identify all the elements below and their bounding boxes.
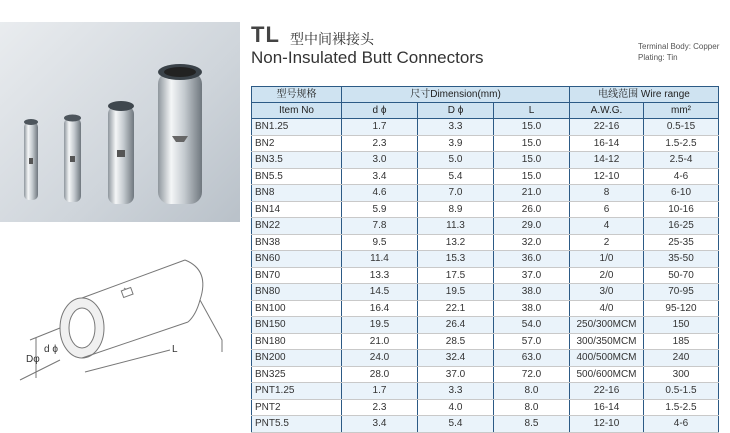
table-cell: 4-6: [644, 168, 719, 185]
table-cell: 185: [644, 333, 719, 350]
table-cell: 63.0: [494, 350, 570, 367]
table-row: [252, 201, 719, 218]
table-cell: 35-50: [644, 251, 719, 268]
table-cell: 2/0: [570, 267, 644, 284]
table-row: [252, 185, 719, 202]
table-cell: 0.5-15: [644, 119, 719, 136]
table-cell: 3.0: [342, 152, 418, 169]
table-cell: 21.0: [342, 333, 418, 350]
table-cell: 5.4: [418, 168, 494, 185]
table-cell: 15.0: [494, 152, 570, 169]
table-cell: BN100: [252, 300, 342, 317]
table-cell: 12-10: [570, 416, 644, 433]
table-cell: 17.5: [418, 267, 494, 284]
table-row: [252, 416, 719, 433]
label-D-phi: Dφ: [26, 354, 40, 365]
table-cell: 1.7: [342, 119, 418, 136]
col-d: d ϕ: [342, 103, 418, 119]
table-cell: 28.0: [342, 366, 418, 383]
table-cell: BN3.5: [252, 152, 342, 169]
table-row: [252, 366, 719, 383]
connector-large: [158, 64, 202, 204]
table-cell: 5.0: [418, 152, 494, 169]
table-cell: 250/300MCM: [570, 317, 644, 334]
table-row: [252, 350, 719, 367]
table-cell: BN325: [252, 366, 342, 383]
table-cell: 3.9: [418, 135, 494, 152]
table-cell: 22-16: [570, 119, 644, 136]
table-cell: 150: [644, 317, 719, 334]
connector-medium-small: [64, 115, 81, 203]
table-cell: 2.3: [342, 135, 418, 152]
table-cell: 4-6: [644, 416, 719, 433]
table-cell: BN80: [252, 284, 342, 301]
table-cell: 3.4: [342, 416, 418, 433]
spec-body: Terminal Body: Copper: [638, 42, 720, 51]
table-cell: 1/0: [570, 251, 644, 268]
label-d-phi: d ϕ: [44, 344, 58, 355]
table-row: [252, 267, 719, 284]
table-cell: 13.2: [418, 234, 494, 251]
table-cell: BN14: [252, 201, 342, 218]
table-cell: PNT2: [252, 399, 342, 416]
table-cell: 29.0: [494, 218, 570, 235]
table-cell: 8: [570, 185, 644, 202]
table-cell: 2.3: [342, 399, 418, 416]
table-row: [252, 218, 719, 235]
table-cell: BN1.25: [252, 119, 342, 136]
table-cell: 19.5: [342, 317, 418, 334]
table-cell: 57.0: [494, 333, 570, 350]
table-cell: 7.8: [342, 218, 418, 235]
table-cell: 26.0: [494, 201, 570, 218]
table-cell: 72.0: [494, 366, 570, 383]
table-cell: 25-35: [644, 234, 719, 251]
table-row: [252, 168, 719, 185]
table-row: [252, 135, 719, 152]
table-cell: 37.0: [494, 267, 570, 284]
table-cell: 13.3: [342, 267, 418, 284]
table-cell: 54.0: [494, 317, 570, 334]
table-cell: 4.0: [418, 399, 494, 416]
table-cell: 14.5: [342, 284, 418, 301]
table-cell: 4.6: [342, 185, 418, 202]
table-cell: 1.5-2.5: [644, 135, 719, 152]
head-item-en: Item No: [252, 103, 342, 119]
connector-medium: [108, 101, 134, 204]
table-cell: 400/500MCM: [570, 350, 644, 367]
table-cell: BN150: [252, 317, 342, 334]
dimension-drawing: [0, 240, 240, 419]
head-item-cn: 型号规格: [252, 87, 342, 103]
table-cell: 19.5: [418, 284, 494, 301]
table-cell: 240: [644, 350, 719, 367]
table-cell: 15.3: [418, 251, 494, 268]
table-cell: 11.3: [418, 218, 494, 235]
table-cell: 21.0: [494, 185, 570, 202]
head-dimension: 尺寸Dimension(mm): [342, 87, 570, 103]
table-cell: 3.3: [418, 383, 494, 400]
table-cell: BN22: [252, 218, 342, 235]
col-L: L: [494, 103, 570, 119]
table-cell: 3/0: [570, 284, 644, 301]
title-chinese: 型中间裸接头: [290, 31, 374, 47]
table-row: [252, 399, 719, 416]
series-code: TL: [251, 22, 280, 47]
table-cell: 70-95: [644, 284, 719, 301]
col-D: D ϕ: [418, 103, 494, 119]
table-cell: 8.5: [494, 416, 570, 433]
table-cell: PNT1.25: [252, 383, 342, 400]
table-cell: BN8: [252, 185, 342, 202]
table-cell: 15.0: [494, 119, 570, 136]
table-cell: PNT5.5: [252, 416, 342, 433]
table-cell: BN5.5: [252, 168, 342, 185]
page-title: Non-Insulated Butt Connectors: [251, 48, 484, 67]
table-cell: 8.9: [418, 201, 494, 218]
table-cell: 12-10: [570, 168, 644, 185]
table-cell: 1.5-2.5: [644, 399, 719, 416]
spec-table: [251, 86, 719, 433]
table-cell: 3.4: [342, 168, 418, 185]
table-cell: 5.4: [418, 416, 494, 433]
table-cell: 4: [570, 218, 644, 235]
table-row: [252, 234, 719, 251]
table-cell: 95-120: [644, 300, 719, 317]
table-cell: 3.3: [418, 119, 494, 136]
table-cell: 15.0: [494, 135, 570, 152]
table-cell: 38.0: [494, 300, 570, 317]
connector-small: [24, 119, 38, 200]
table-cell: 16-25: [644, 218, 719, 235]
table-cell: 7.0: [418, 185, 494, 202]
table-cell: BN60: [252, 251, 342, 268]
table-cell: 300/350MCM: [570, 333, 644, 350]
table-row: [252, 251, 719, 268]
table-cell: 14-12: [570, 152, 644, 169]
table-cell: 6: [570, 201, 644, 218]
table-cell: 36.0: [494, 251, 570, 268]
table-cell: 22-16: [570, 383, 644, 400]
table-cell: 16.4: [342, 300, 418, 317]
table-cell: 2.5-4: [644, 152, 719, 169]
table-cell: 5.9: [342, 201, 418, 218]
table-row: [252, 383, 719, 400]
table-row: [252, 300, 719, 317]
col-awg: A.W.G.: [570, 103, 644, 119]
table-cell: 37.0: [418, 366, 494, 383]
table-cell: 2: [570, 234, 644, 251]
table-cell: 50-70: [644, 267, 719, 284]
table-cell: 6-10: [644, 185, 719, 202]
table-cell: BN70: [252, 267, 342, 284]
table-cell: 22.1: [418, 300, 494, 317]
table-row: [252, 119, 719, 136]
table-cell: 28.5: [418, 333, 494, 350]
table-cell: 10-16: [644, 201, 719, 218]
table-cell: BN2: [252, 135, 342, 152]
table-row: [252, 284, 719, 301]
table-cell: 9.5: [342, 234, 418, 251]
table-cell: BN200: [252, 350, 342, 367]
table-cell: 32.0: [494, 234, 570, 251]
table-cell: 300: [644, 366, 719, 383]
table-cell: 1.7: [342, 383, 418, 400]
product-photo: [0, 22, 240, 222]
head-wire-range: 电线范围 Wire range: [570, 87, 719, 103]
table-cell: 15.0: [494, 168, 570, 185]
table-cell: 11.4: [342, 251, 418, 268]
table-cell: 8.0: [494, 399, 570, 416]
table-cell: BN38: [252, 234, 342, 251]
table-row: [252, 333, 719, 350]
table-cell: BN180: [252, 333, 342, 350]
table-cell: 0.5-1.5: [644, 383, 719, 400]
label-L: L: [172, 344, 178, 355]
table-cell: 32.4: [418, 350, 494, 367]
table-cell: 500/600MCM: [570, 366, 644, 383]
table-cell: 4/0: [570, 300, 644, 317]
table-cell: 16-14: [570, 135, 644, 152]
table-cell: 16-14: [570, 399, 644, 416]
col-mm2: mm²: [644, 103, 719, 119]
table-cell: 38.0: [494, 284, 570, 301]
table-cell: 26.4: [418, 317, 494, 334]
table-cell: 24.0: [342, 350, 418, 367]
table-row: [252, 317, 719, 334]
table-cell: 8.0: [494, 383, 570, 400]
spec-plating: Plating: Tin: [638, 53, 678, 62]
table-row: [252, 152, 719, 169]
